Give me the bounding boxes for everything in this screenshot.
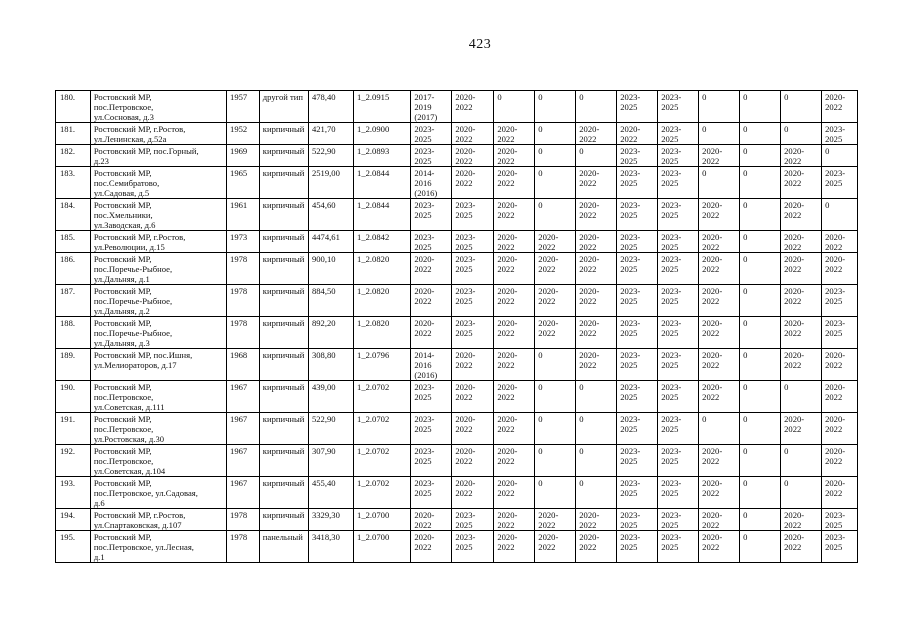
period-cell: 2023- 2025	[411, 123, 452, 145]
year-built-cell: 1965	[227, 167, 260, 199]
period-cell: 2020- 2022	[617, 123, 658, 145]
period-cell: 2020- 2022	[699, 317, 740, 349]
area-cell: 3329,30	[308, 509, 353, 531]
period-cell: 2020- 2022	[494, 349, 535, 381]
period-cell: 2023- 2025	[617, 445, 658, 477]
score-cell: 1_2.0844	[354, 167, 411, 199]
period-cell: 2020- 2022	[781, 531, 822, 563]
period-cell: 0	[822, 199, 858, 231]
wall-material-cell: кирпичный	[259, 199, 308, 231]
period-cell: 2023- 2025	[617, 285, 658, 317]
period-cell: 2020- 2022	[781, 317, 822, 349]
row-number-cell: 194.	[56, 509, 91, 531]
period-cell: 2020- 2022	[494, 381, 535, 413]
period-cell: 0	[576, 445, 617, 477]
row-number-cell: 181.	[56, 123, 91, 145]
year-built-cell: 1968	[227, 349, 260, 381]
score-cell: 1_2.0796	[354, 349, 411, 381]
area-cell: 892,20	[308, 317, 353, 349]
area-cell: 884,50	[308, 285, 353, 317]
period-cell: 0	[781, 477, 822, 509]
period-cell: 2023- 2025	[617, 91, 658, 123]
period-cell: 2020- 2022	[699, 199, 740, 231]
row-number-cell: 184.	[56, 199, 91, 231]
year-built-cell: 1961	[227, 199, 260, 231]
area-cell: 522,90	[308, 413, 353, 445]
wall-material-cell: кирпичный	[259, 509, 308, 531]
address-cell: Ростовский МР, пос.Петровское, ул.Советская, д.111	[90, 381, 226, 413]
period-cell: 2020- 2022	[699, 477, 740, 509]
period-cell: 2023- 2025	[658, 91, 699, 123]
period-cell: 2020- 2022	[452, 123, 494, 145]
row-number-cell: 187.	[56, 285, 91, 317]
period-cell: 0	[740, 509, 781, 531]
area-cell: 478,40	[308, 91, 353, 123]
housing-repair-table	[55, 90, 858, 563]
period-cell: 2020- 2022	[822, 445, 858, 477]
period-cell: 2020- 2022	[494, 253, 535, 285]
area-cell: 3418,30	[308, 531, 353, 563]
wall-material-cell: кирпичный	[259, 381, 308, 413]
period-cell: 2020- 2022	[535, 285, 576, 317]
period-cell: 2020- 2022	[822, 231, 858, 253]
period-cell: 2023- 2025	[617, 477, 658, 509]
address-cell: Ростовский МР, пос.Поречье-Рыбное, ул.Дальняя, д.1	[90, 253, 226, 285]
period-cell: 0	[740, 145, 781, 167]
period-cell: 2023- 2025	[822, 167, 858, 199]
row-number-cell: 182.	[56, 145, 91, 167]
wall-material-cell: кирпичный	[259, 167, 308, 199]
period-cell: 2020- 2022	[535, 509, 576, 531]
period-cell: 2020- 2022	[576, 509, 617, 531]
period-cell: 2020- 2022	[452, 413, 494, 445]
period-cell: 2020- 2022	[699, 509, 740, 531]
area-cell: 900,10	[308, 253, 353, 285]
table-row	[56, 349, 858, 381]
period-cell: 2023- 2025	[658, 531, 699, 563]
row-number-cell: 186.	[56, 253, 91, 285]
period-cell: 2020- 2022	[411, 253, 452, 285]
period-cell: 2023- 2025	[452, 285, 494, 317]
table-row	[56, 509, 858, 531]
year-built-cell: 1967	[227, 445, 260, 477]
period-cell: 2020- 2022	[535, 531, 576, 563]
period-cell: 2023- 2025	[411, 445, 452, 477]
score-cell: 1_2.0844	[354, 199, 411, 231]
area-cell: 439,00	[308, 381, 353, 413]
period-cell: 2023- 2025	[658, 413, 699, 445]
period-cell: 2020- 2022	[822, 477, 858, 509]
period-cell: 2020- 2022	[452, 445, 494, 477]
row-number-cell: 195.	[56, 531, 91, 563]
wall-material-cell: кирпичный	[259, 253, 308, 285]
score-cell: 1_2.0842	[354, 231, 411, 253]
period-cell: 2020- 2022	[494, 413, 535, 445]
wall-material-cell: кирпичный	[259, 145, 308, 167]
period-cell: 0	[740, 231, 781, 253]
period-cell: 2020- 2022	[699, 145, 740, 167]
period-cell: 2020- 2022	[535, 231, 576, 253]
address-cell: Ростовский МР, пос.Петровское, ул.Советская, д.104	[90, 445, 226, 477]
year-built-cell: 1952	[227, 123, 260, 145]
year-built-cell: 1967	[227, 477, 260, 509]
score-cell: 1_2.0900	[354, 123, 411, 145]
period-cell: 0	[740, 477, 781, 509]
period-cell: 2023- 2025	[822, 509, 858, 531]
period-cell: 2014- 2016 (2016)	[411, 167, 452, 199]
period-cell: 2023- 2025	[617, 167, 658, 199]
table-row	[56, 123, 858, 145]
period-cell: 2023- 2025	[658, 253, 699, 285]
period-cell: 0	[699, 167, 740, 199]
period-cell: 2020- 2022	[452, 349, 494, 381]
period-cell: 0	[494, 91, 535, 123]
wall-material-cell: кирпичный	[259, 317, 308, 349]
address-cell: Ростовский МР, пос.Семибратово, ул.Садовая, д.5	[90, 167, 226, 199]
period-cell: 0	[535, 445, 576, 477]
period-cell: 2020- 2022	[411, 509, 452, 531]
period-cell: 0	[740, 445, 781, 477]
period-cell: 2020- 2022	[576, 199, 617, 231]
address-cell: Ростовский МР, пос.Хмельники, ул.Заводская, д.6	[90, 199, 226, 231]
period-cell: 0	[535, 349, 576, 381]
year-built-cell: 1969	[227, 145, 260, 167]
table-row	[56, 231, 858, 253]
period-cell: 2017- 2019 (2017)	[411, 91, 452, 123]
period-cell: 2020- 2022	[822, 91, 858, 123]
wall-material-cell: кирпичный	[259, 285, 308, 317]
period-cell: 0	[535, 413, 576, 445]
period-cell: 2023- 2025	[658, 285, 699, 317]
period-cell: 0	[740, 253, 781, 285]
period-cell: 2020- 2022	[822, 381, 858, 413]
period-cell: 2023- 2025	[452, 199, 494, 231]
score-cell: 1_2.0702	[354, 477, 411, 509]
period-cell: 0	[576, 477, 617, 509]
period-cell: 0	[740, 349, 781, 381]
period-cell: 2020- 2022	[452, 477, 494, 509]
row-number-cell: 192.	[56, 445, 91, 477]
period-cell: 2020- 2022	[822, 349, 858, 381]
address-cell: Ростовский МР, г.Ростов, ул.Ленинская, д.52а	[90, 123, 226, 145]
period-cell: 0	[576, 91, 617, 123]
period-cell: 2023- 2025	[452, 231, 494, 253]
row-number-cell: 191.	[56, 413, 91, 445]
row-number-cell: 188.	[56, 317, 91, 349]
period-cell: 2020- 2022	[699, 231, 740, 253]
period-cell: 2020- 2022	[494, 167, 535, 199]
period-cell: 2023- 2025	[617, 231, 658, 253]
period-cell: 2020- 2022	[781, 253, 822, 285]
period-cell: 2020- 2022	[494, 231, 535, 253]
period-cell: 2023- 2025	[617, 317, 658, 349]
row-number-cell: 190.	[56, 381, 91, 413]
period-cell: 0	[535, 167, 576, 199]
period-cell: 2023- 2025	[822, 123, 858, 145]
table-row	[56, 145, 858, 167]
period-cell: 2020- 2022	[699, 349, 740, 381]
period-cell: 0	[535, 199, 576, 231]
score-cell: 1_2.0820	[354, 285, 411, 317]
period-cell: 2020- 2022	[452, 145, 494, 167]
period-cell: 2020- 2022	[822, 413, 858, 445]
period-cell: 2020- 2022	[576, 531, 617, 563]
area-cell: 421,70	[308, 123, 353, 145]
period-cell: 2023- 2025	[658, 123, 699, 145]
period-cell: 0	[699, 91, 740, 123]
period-cell: 2023- 2025	[452, 509, 494, 531]
period-cell: 2023- 2025	[658, 199, 699, 231]
period-cell: 2020- 2022	[494, 477, 535, 509]
row-number-cell: 180.	[56, 91, 91, 123]
address-cell: Ростовский МР, пос.Горный, д.23	[90, 145, 226, 167]
period-cell: 2020- 2022	[494, 317, 535, 349]
period-cell: 0	[699, 413, 740, 445]
period-cell: 0	[535, 145, 576, 167]
period-cell: 2020- 2022	[494, 199, 535, 231]
period-cell: 2020- 2022	[576, 349, 617, 381]
table-row	[56, 253, 858, 285]
period-cell: 2023- 2025	[822, 531, 858, 563]
period-cell: 2020- 2022	[452, 91, 494, 123]
area-cell: 2519,00	[308, 167, 353, 199]
period-cell: 2020- 2022	[494, 145, 535, 167]
period-cell: 2020- 2022	[699, 445, 740, 477]
period-cell: 2020- 2022	[576, 317, 617, 349]
wall-material-cell: кирпичный	[259, 231, 308, 253]
period-cell: 2014- 2016 (2016)	[411, 349, 452, 381]
period-cell: 2023- 2025	[822, 285, 858, 317]
period-cell: 2023- 2025	[658, 145, 699, 167]
period-cell: 0	[699, 123, 740, 145]
period-cell: 2020- 2022	[494, 445, 535, 477]
period-cell: 2023- 2025	[411, 231, 452, 253]
period-cell: 2020- 2022	[781, 413, 822, 445]
address-cell: Ростовский МР, пос.Петровское, ул.Сосновая, д.3	[90, 91, 226, 123]
period-cell: 2020- 2022	[452, 167, 494, 199]
period-cell: 2023- 2025	[617, 381, 658, 413]
year-built-cell: 1978	[227, 509, 260, 531]
year-built-cell: 1967	[227, 413, 260, 445]
table-row	[56, 91, 858, 123]
period-cell: 2020- 2022	[781, 167, 822, 199]
period-cell: 2020- 2022	[781, 231, 822, 253]
score-cell: 1_2.0893	[354, 145, 411, 167]
period-cell: 2020- 2022	[494, 509, 535, 531]
period-cell: 2020- 2022	[576, 167, 617, 199]
period-cell: 2020- 2022	[535, 253, 576, 285]
area-cell: 454,60	[308, 199, 353, 231]
period-cell: 2020- 2022	[699, 285, 740, 317]
table-row	[56, 317, 858, 349]
table-row	[56, 477, 858, 509]
wall-material-cell: панельный	[259, 531, 308, 563]
area-cell: 308,80	[308, 349, 353, 381]
table-row	[56, 531, 858, 563]
period-cell: 2023- 2025	[452, 531, 494, 563]
period-cell: 2020- 2022	[576, 123, 617, 145]
period-cell: 0	[576, 413, 617, 445]
period-cell: 2023- 2025	[658, 167, 699, 199]
area-cell: 307,90	[308, 445, 353, 477]
period-cell: 0	[822, 145, 858, 167]
period-cell: 2020- 2022	[452, 381, 494, 413]
period-cell: 2023- 2025	[411, 413, 452, 445]
period-cell: 0	[740, 167, 781, 199]
wall-material-cell: кирпичный	[259, 413, 308, 445]
period-cell: 2023- 2025	[617, 531, 658, 563]
period-cell: 2020- 2022	[494, 123, 535, 145]
period-cell: 0	[740, 199, 781, 231]
period-cell: 0	[740, 123, 781, 145]
period-cell: 2020- 2022	[411, 531, 452, 563]
address-cell: Ростовский МР, пос.Петровское, ул.Лесная, д.1	[90, 531, 226, 563]
year-built-cell: 1967	[227, 381, 260, 413]
period-cell: 2023- 2025	[452, 253, 494, 285]
year-built-cell: 1978	[227, 253, 260, 285]
score-cell: 1_2.0700	[354, 531, 411, 563]
period-cell: 0	[535, 123, 576, 145]
period-cell: 2023- 2025	[658, 349, 699, 381]
table-row	[56, 167, 858, 199]
year-built-cell: 1973	[227, 231, 260, 253]
score-cell: 1_2.0702	[354, 413, 411, 445]
area-cell: 522,90	[308, 145, 353, 167]
period-cell: 2020- 2022	[411, 285, 452, 317]
period-cell: 0	[781, 381, 822, 413]
period-cell: 0	[740, 413, 781, 445]
year-built-cell: 1978	[227, 531, 260, 563]
period-cell: 2020- 2022	[535, 317, 576, 349]
wall-material-cell: кирпичный	[259, 477, 308, 509]
table-row	[56, 381, 858, 413]
table-row	[56, 199, 858, 231]
period-cell: 2020- 2022	[781, 145, 822, 167]
period-cell: 2023- 2025	[617, 145, 658, 167]
wall-material-cell: кирпичный	[259, 349, 308, 381]
address-cell: Ростовский МР, пос.Петровское, ул.Садовая, д.6	[90, 477, 226, 509]
period-cell: 2020- 2022	[699, 531, 740, 563]
period-cell: 0	[535, 477, 576, 509]
period-cell: 0	[740, 317, 781, 349]
period-cell: 0	[740, 91, 781, 123]
period-cell: 2020- 2022	[781, 199, 822, 231]
period-cell: 0	[535, 91, 576, 123]
year-built-cell: 1978	[227, 285, 260, 317]
period-cell: 2023- 2025	[658, 231, 699, 253]
period-cell: 0	[740, 381, 781, 413]
period-cell: 2023- 2025	[658, 317, 699, 349]
wall-material-cell: другой тип	[259, 91, 308, 123]
period-cell: 2023- 2025	[411, 477, 452, 509]
period-cell: 2020- 2022	[411, 317, 452, 349]
address-cell: Ростовский МР, г.Ростов, ул.Революции, д.15	[90, 231, 226, 253]
period-cell: 0	[740, 285, 781, 317]
year-built-cell: 1957	[227, 91, 260, 123]
period-cell: 0	[535, 381, 576, 413]
score-cell: 1_2.0820	[354, 317, 411, 349]
period-cell: 0	[740, 531, 781, 563]
period-cell: 0	[781, 445, 822, 477]
period-cell: 2023- 2025	[411, 381, 452, 413]
period-cell: 2023- 2025	[822, 317, 858, 349]
score-cell: 1_2.0702	[354, 445, 411, 477]
area-cell: 455,40	[308, 477, 353, 509]
address-cell: Ростовский МР, пос.Ишня, ул.Мелиораторов, д.17	[90, 349, 226, 381]
period-cell: 2020- 2022	[576, 285, 617, 317]
table-row	[56, 285, 858, 317]
table-row	[56, 413, 858, 445]
period-cell: 2020- 2022	[494, 531, 535, 563]
table-row	[56, 445, 858, 477]
period-cell: 2023- 2025	[617, 199, 658, 231]
period-cell: 0	[576, 145, 617, 167]
row-number-cell: 193.	[56, 477, 91, 509]
row-number-cell: 185.	[56, 231, 91, 253]
period-cell: 2020- 2022	[781, 349, 822, 381]
year-built-cell: 1978	[227, 317, 260, 349]
period-cell: 2020- 2022	[494, 285, 535, 317]
period-cell: 2020- 2022	[699, 253, 740, 285]
period-cell: 2023- 2025	[658, 477, 699, 509]
period-cell: 2020- 2022	[576, 231, 617, 253]
score-cell: 1_2.0702	[354, 381, 411, 413]
score-cell: 1_2.0820	[354, 253, 411, 285]
row-number-cell: 183.	[56, 167, 91, 199]
period-cell: 2023- 2025	[411, 199, 452, 231]
table-body	[56, 91, 858, 563]
wall-material-cell: кирпичный	[259, 123, 308, 145]
period-cell: 2023- 2025	[658, 381, 699, 413]
row-number-cell: 189.	[56, 349, 91, 381]
period-cell: 2020- 2022	[576, 253, 617, 285]
address-cell: Ростовский МР, пос.Поречье-Рыбное, ул.Дальняя, д.2	[90, 285, 226, 317]
period-cell: 2023- 2025	[617, 509, 658, 531]
period-cell: 2020- 2022	[781, 509, 822, 531]
period-cell: 2023- 2025	[658, 509, 699, 531]
score-cell: 1_2.0700	[354, 509, 411, 531]
area-cell: 4474,61	[308, 231, 353, 253]
period-cell: 0	[781, 123, 822, 145]
page-number: 423	[468, 37, 492, 52]
period-cell: 2020- 2022	[781, 285, 822, 317]
period-cell: 2023- 2025	[617, 349, 658, 381]
period-cell: 2023- 2025	[617, 413, 658, 445]
address-cell: Ростовский МР, г.Ростов, ул.Спартаковская, д.107	[90, 509, 226, 531]
period-cell: 0	[576, 381, 617, 413]
period-cell: 2023- 2025	[452, 317, 494, 349]
score-cell: 1_2.0915	[354, 91, 411, 123]
period-cell: 2023- 2025	[658, 445, 699, 477]
period-cell: 2020- 2022	[822, 253, 858, 285]
address-cell: Ростовский МР, пос.Петровское, ул.Ростовская, д.30	[90, 413, 226, 445]
wall-material-cell: кирпичный	[259, 445, 308, 477]
period-cell: 0	[781, 91, 822, 123]
period-cell: 2023- 2025	[617, 253, 658, 285]
address-cell: Ростовский МР, пос.Поречье-Рыбное, ул.Дальняя, д.3	[90, 317, 226, 349]
period-cell: 2023- 2025	[411, 145, 452, 167]
period-cell: 2020- 2022	[699, 381, 740, 413]
